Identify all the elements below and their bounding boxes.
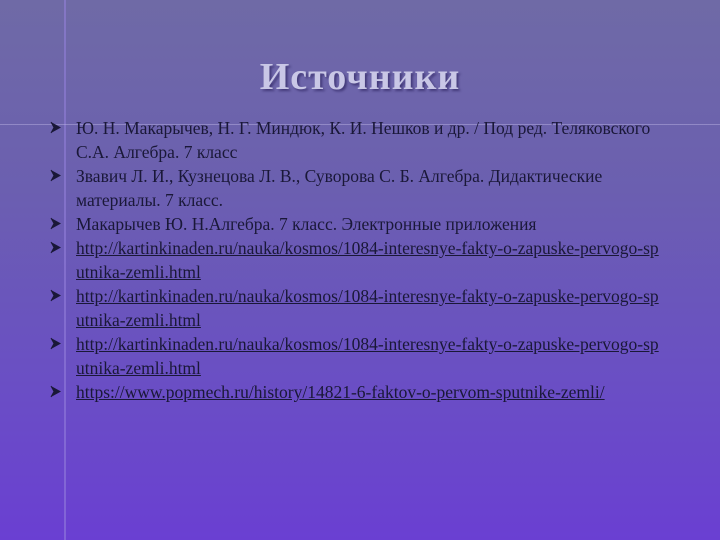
arrow-bullet-icon bbox=[50, 212, 64, 236]
source-item bbox=[50, 116, 660, 164]
sources-list bbox=[50, 116, 660, 404]
source-link[interactable]: http://kartinkinaden.ru/nauka/kosmos/1084-interesnye-fakty-o-zapuske-pervogo-sputnika-zemli.html bbox=[76, 286, 659, 330]
source-link[interactable]: http://kartinkinaden.ru/nauka/kosmos/1084-interesnye-fakty-o-zapuske-pervogo-sputnika-zemli.html bbox=[76, 238, 659, 282]
arrow-bullet-icon bbox=[50, 332, 64, 356]
source-item bbox=[50, 380, 660, 404]
source-text: Макарычев Ю. Н.Алгебра. 7 класс. Электронные приложения bbox=[76, 214, 537, 234]
slide-title: Источники bbox=[259, 56, 461, 98]
source-item bbox=[50, 164, 660, 212]
source-link[interactable]: http://kartinkinaden.ru/nauka/kosmos/1084-interesnye-fakty-o-zapuske-pervogo-sputnika-zemli.html bbox=[76, 334, 659, 378]
source-item bbox=[50, 332, 660, 380]
source-text: Ю. Н. Макарычев, Н. Г. Миндюк, К. И. Нешков и др. / Под ред. Теляковского С.А. Алгебра. 7 класс bbox=[76, 118, 651, 162]
source-text: Звавич Л. И., Кузнецова Л. В., Суворова С. Б. Алгебра. Дидактические материалы. 7 класс. bbox=[76, 166, 603, 210]
arrow-bullet-icon bbox=[50, 236, 64, 260]
source-item bbox=[50, 236, 660, 284]
source-item bbox=[50, 212, 660, 236]
source-item bbox=[50, 284, 660, 332]
arrow-bullet-icon bbox=[50, 380, 64, 404]
arrow-bullet-icon bbox=[50, 164, 64, 188]
source-link[interactable]: https://www.popmech.ru/history/14821-6-faktov-o-pervom-sputnike-zemli/ bbox=[76, 382, 605, 402]
arrow-bullet-icon bbox=[50, 284, 64, 308]
arrow-bullet-icon bbox=[50, 116, 64, 140]
